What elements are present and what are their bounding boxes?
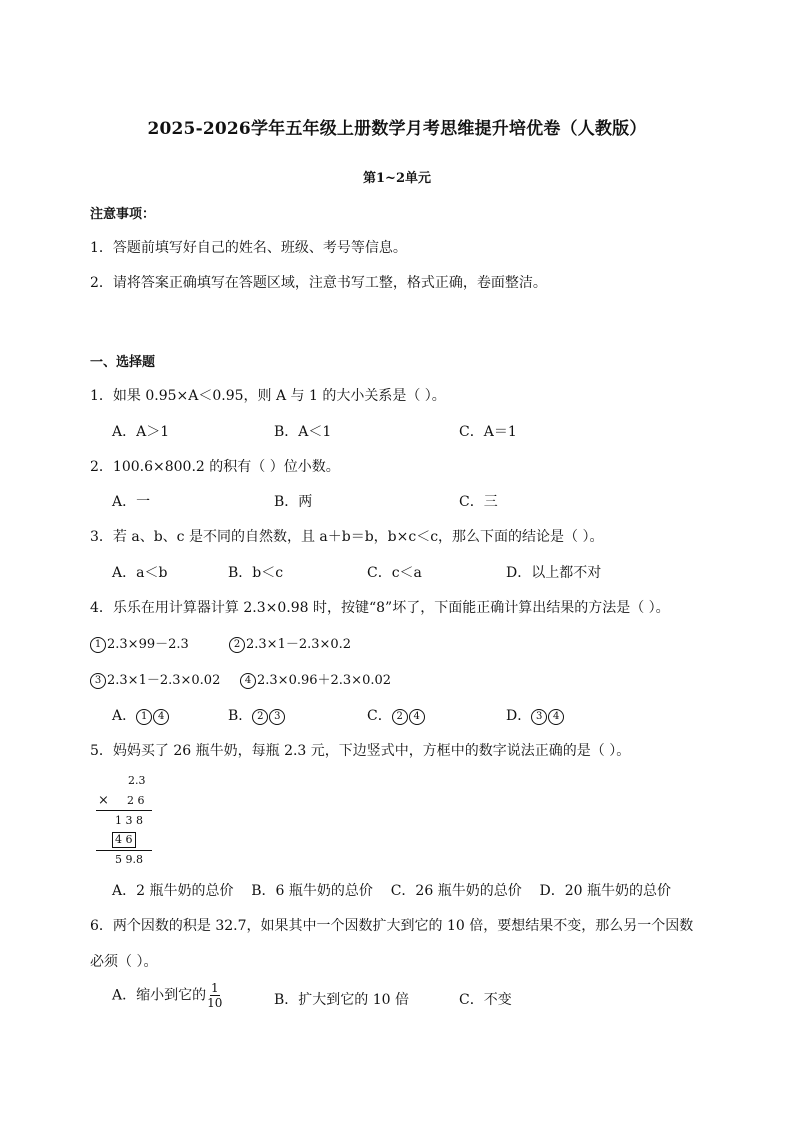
q1-option-c: C．A＝1 — [459, 424, 517, 440]
q1-option-a: A．A＞1 — [112, 424, 170, 440]
q6-option-b: B．扩大到它的 10 倍 — [274, 992, 410, 1008]
q4-method-4 — [240, 669, 391, 689]
circled-number-mark: 4 — [153, 709, 169, 725]
calc-times-sign: × — [98, 793, 109, 808]
q3-option-b: B．b＜c — [228, 565, 284, 581]
circled-number-mark: 3 — [531, 709, 547, 725]
q3-option-c: C．c＜a — [367, 565, 422, 581]
question-4-stem: 4．乐乐在用计算器计算 2.3×0.98 时，按键“8”坏了，下面能正确计算出结果的方法是（ ）。 — [90, 600, 670, 616]
circled-number-mark: 4 — [409, 709, 425, 725]
q4-method-2-text: 2.3×1－2.3×0.2 — [246, 637, 352, 652]
circled-number-mark: 2 — [229, 637, 245, 653]
q4-option-a — [112, 705, 170, 725]
q4-method-4-text: 2.3×0.96＋2.3×0.02 — [257, 673, 392, 688]
calc-result: 5 9.8 — [115, 853, 143, 866]
question-1-stem: 1．如果 0.95×A＜0.95，则 A 与 1 的大小关系是（ ）。 — [90, 388, 446, 404]
q6-option-a — [112, 981, 222, 1010]
section-heading: 一、选择题 — [90, 355, 156, 370]
q6-option-c: C．不变 — [459, 992, 512, 1008]
q4-option-d — [506, 705, 565, 725]
q4-method-2 — [229, 633, 351, 653]
q3-option-a: A．a＜b — [112, 565, 168, 581]
q4-method-3-text: 2.3×1－2.3×0.02 — [107, 673, 221, 688]
option-letter: B． — [228, 708, 253, 724]
calc-rule-2 — [96, 850, 152, 851]
question-3-stem: 3．若 a、b、c 是不同的自然数，且 a＋b＝b，b×c＜c，那么下面的结论是（ ）。 — [90, 529, 604, 545]
q5-options: A．2 瓶牛奶的总价 B．6 瓶牛奶的总价 C．26 瓶牛奶的总价 D．20 瓶牛奶的总价 — [112, 883, 671, 899]
calc-partial-2: 4 6 — [115, 833, 133, 846]
q2-option-b: B．两 — [274, 494, 313, 510]
question-5-stem: 5．妈妈买了 26 瓶牛奶，每瓶 2.3 元，下边竖式中，方框中的数字说法正确的是（ ）。 — [90, 743, 631, 759]
fraction-numerator: 1 — [210, 981, 219, 995]
q2-option-a: A．一 — [112, 494, 151, 510]
q4-option-b — [228, 705, 286, 725]
question-6-stem-line-2: 必须（ ）。 — [90, 954, 158, 970]
circled-number-mark: 2 — [252, 709, 268, 725]
q4-method-1-text: 2.3×99－2.3 — [107, 637, 189, 652]
q2-option-c: C．三 — [459, 494, 498, 510]
option-letter: C． — [367, 708, 392, 724]
circled-number-mark: 2 — [392, 709, 408, 725]
page-subtitle: 第1~2单元 — [363, 171, 431, 186]
note-item-1: 1．答题前填写好自己的姓名、班级、考号等信息。 — [90, 240, 407, 256]
q4-method-3 — [90, 669, 220, 689]
calc-rule-1 — [96, 810, 152, 811]
option-letter: D． — [506, 708, 532, 724]
circled-number-mark: 4 — [548, 709, 564, 725]
option-letter: A． — [112, 708, 137, 724]
circled-number-mark: 3 — [269, 709, 285, 725]
q3-option-d: D．以上都不对 — [506, 565, 602, 581]
calc-partial-1: 1 3 8 — [115, 814, 143, 827]
calc-multiplicand: 2.3 — [128, 774, 146, 787]
q4-option-c — [367, 705, 426, 725]
notes-heading: 注意事项： — [90, 207, 156, 222]
note-item-2: 2．请将答案正确填写在答题区域，注意书写工整，格式正确，卷面整洁。 — [90, 275, 547, 291]
circled-number-mark: 1 — [90, 637, 106, 653]
circled-number-mark: 3 — [90, 673, 106, 689]
page-title: 2025-2026学年五年级上册数学月考思维提升培优卷（人教版） — [147, 119, 647, 139]
fraction — [207, 981, 222, 1010]
calc-multiplier: 2 6 — [127, 794, 145, 807]
q4-method-1 — [90, 633, 189, 653]
fraction-denominator: 10 — [207, 996, 223, 1010]
circled-number-mark: 4 — [240, 673, 256, 689]
q6-option-a-text: A．缩小到它的 — [112, 987, 207, 1004]
circled-number-mark: 1 — [136, 709, 152, 725]
question-2-stem: 2．100.6×800.2 的积有（ ）位小数。 — [90, 459, 340, 475]
question-6-stem-line-1: 6．两个因数的积是 32.7，如果其中一个因数扩大到它的 10 倍，要想结果不变，那么另一个因数 — [90, 918, 694, 934]
q1-option-b: B．A＜1 — [274, 424, 332, 440]
